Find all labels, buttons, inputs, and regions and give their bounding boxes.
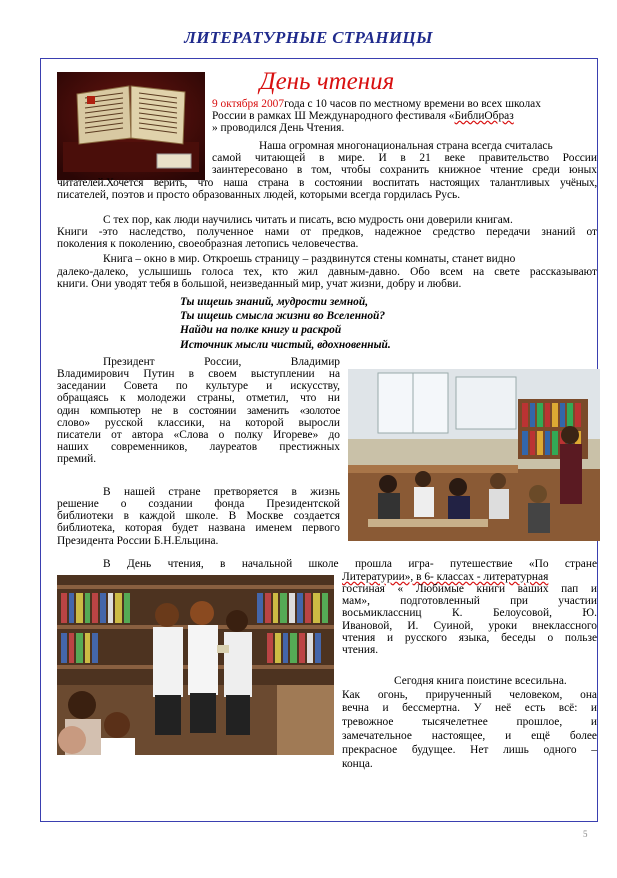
p7-line-5: восьмиклассниц К. Белоусовой, Ю.	[342, 607, 597, 619]
poem-line-4: Источник мысли чистый, вдохновенный.	[180, 339, 391, 351]
p4-line-2: далеко-далеко, услышишь голоса тех, кто жил давным-давно. Обо всем на свете рассказывают	[57, 266, 597, 278]
p5-line-5: один компьютер не в состоянии заменить «золотое	[57, 405, 340, 417]
p7-line-1: В День чтения, в начальной школе прошла игра- путешествие «По стране	[103, 558, 597, 570]
p5-line-7: писатели от автора «Слова о полку Игореве» до	[57, 429, 340, 441]
p5-line-6: слово» русской классики, на которой выросли	[57, 417, 340, 429]
page-number: 5	[583, 829, 588, 839]
library-presentation-photo	[57, 575, 334, 755]
p8-line-4: тревожное тысячелетнее прошлое, и	[342, 716, 597, 728]
p2-line-4: читателей.Хочется верить, что наша страна в состоянии воспитать настоящих талантливых учёных,	[57, 177, 597, 189]
poem-line-1: Ты ищешь знаний, мудрости земной,	[180, 296, 369, 308]
p5-line-9: премий.	[57, 453, 97, 465]
festival-name: БиблиОбраз	[454, 110, 514, 122]
event-date: 9 октября 2007	[212, 98, 285, 110]
p8-line-1: Сегодня книга поистине всесильна.	[394, 675, 567, 687]
p5-line-8: наших современников, лауреатов престижных	[57, 441, 340, 453]
p8-line-7: конца.	[342, 758, 373, 770]
p7-line-6: Ивановой, И. Суиной, уроки внеклассного	[342, 620, 597, 632]
p6-line-1: В нашей стране претворяется в жизнь	[103, 486, 340, 498]
p7-line-8: чтения.	[342, 644, 379, 656]
p2-line-5: писателей, поэтов и просто образованных людей, которыми всегда гордилась Русь.	[57, 189, 461, 201]
p3-line-3: поколения к поколению, своеобразная летопись человечества.	[57, 238, 359, 250]
p2-line-1: Наша огромная многонациональная страна всегда считалась	[259, 140, 553, 152]
p3-line-1: С тех пор, как люди научились читать и писать, всю мудрость они доверили книгам.	[103, 214, 513, 226]
article-title: День чтения	[259, 68, 395, 95]
p5-line-2: Владимирович Путин в своем выступлении на	[57, 368, 340, 380]
p4-line-1: Книга – окно в мир. Откроешь страницу – раздвинутся стены комнаты, станет видно	[103, 253, 516, 265]
p8-line-6: прекрасное будущее. Нет лишь одного –	[342, 744, 597, 756]
p2-line-3: заинтересовано в том, чтобы сохранить книжное чтение среди юных	[212, 164, 597, 176]
p6-line-5: Президента России Б.Н.Ельцина.	[57, 535, 219, 547]
p5-line-3: заседании Совета по культуре и искусству,	[57, 380, 340, 392]
p7-line-7: чтения и русского языка, беседы о пользе	[342, 632, 597, 644]
p7-line-3: гостиная « Любимые книги ваших пап и	[342, 583, 597, 595]
poem-line-2: Ты ищешь смысла жизни во Вселенной?	[180, 310, 386, 322]
p2-line-2: самой читающей в мире. И в 21 веке правительство России	[212, 152, 597, 164]
section-title: ЛИТЕРАТУРНЫЕ СТРАНИЦЫ	[184, 28, 433, 47]
p5-line-1: Президент России, Владимир	[103, 356, 340, 368]
p8-line-5: замечательное настоящее, и ещё более	[342, 730, 597, 742]
p5-line-4: обращаясь к молодежи страны, отметил, что ни	[57, 392, 340, 404]
p6-line-4: библиотека, которая будет названа именем первого	[57, 522, 340, 534]
p7-line-4: мам», подготовленный при участии	[342, 595, 597, 607]
intro-line-1: 9 октября 2007года с 10 часов по местному времени во всех школах	[212, 98, 541, 110]
p7-line-2: Литературии», в 6- классах - литературная	[342, 571, 549, 583]
p4-line-3: книги. Они уводят тебя в большой, неизведанный мир, учат жизни, добру и любви.	[57, 278, 462, 290]
p8-line-3: вечна и бессмертна. У неё есть всё: и	[342, 702, 597, 714]
p8-line-2: Как огонь, прирученный человеком, она	[342, 689, 597, 701]
classroom-photo	[348, 369, 600, 541]
intro-line-2: России в рамках Ш Международного фестиваля «БиблиОбраз	[212, 110, 514, 122]
p6-line-2: решение о создании фонда Президентской	[57, 498, 340, 510]
p3-line-2: Книги -это наследство, полученное нами от предков, надежное средство передачи знаний от	[57, 226, 597, 238]
intro-line-3: » проводился День Чтения.	[212, 122, 345, 134]
p6-line-3: библиотеки в каждой школе. В Москве создается	[57, 510, 340, 522]
old-book-photo	[57, 72, 205, 180]
poem-line-3: Найди на полке книгу и раскрой	[180, 324, 342, 336]
